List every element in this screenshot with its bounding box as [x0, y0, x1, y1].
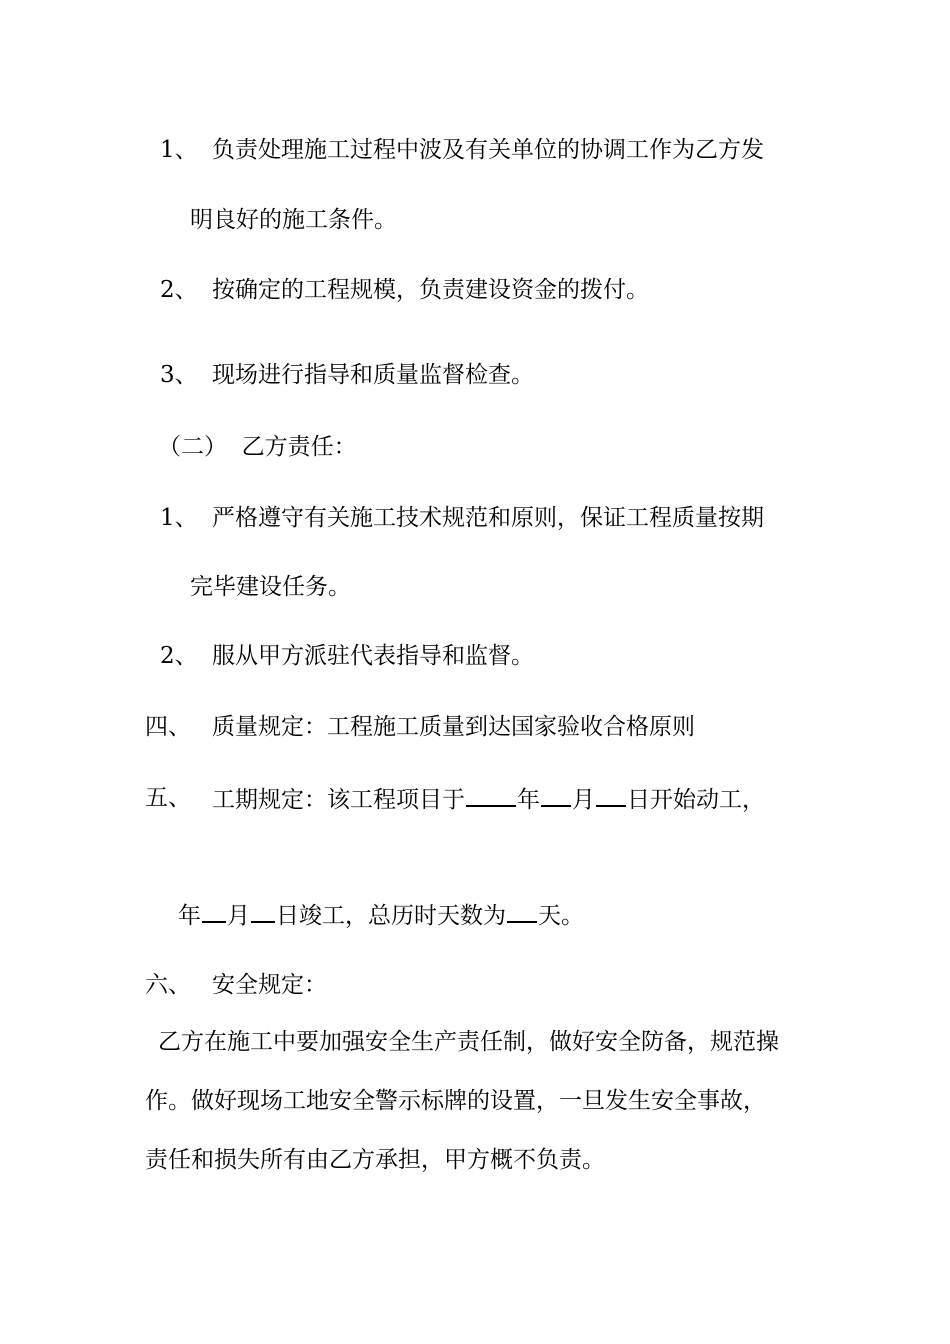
duty-number: 2、 — [160, 643, 198, 669]
safety-paragraph-line-1: 乙方在施工中要加强安全生产责任制，做好安全防备，规范操 — [158, 1029, 779, 1055]
month-label: 月 — [572, 787, 595, 813]
duty-number: 2、 — [160, 277, 198, 303]
safety-paragraph-line-3: 责任和损失所有由乙方承担，甲方概不负责。 — [145, 1147, 605, 1173]
start-year-blank[interactable] — [466, 783, 516, 807]
section-5-schedule — [145, 783, 765, 813]
duty-text: 服从甲方派驻代表指导和监督。 — [212, 643, 534, 669]
duty-number: 1、 — [160, 137, 198, 163]
year-label: 年 — [517, 787, 540, 813]
duty-text: 现场进行指导和质量监督检查。 — [212, 362, 534, 388]
section-text — [212, 783, 765, 815]
month-label: 月 — [227, 903, 250, 929]
section-number: 六、 — [145, 972, 191, 998]
duty-b-1-continuation: 完毕建设任务。 — [190, 574, 351, 600]
section-6-safety — [145, 970, 327, 1000]
duty-text: 严格遵守有关施工技术规范和原则，保证工程质量按期 — [212, 505, 764, 531]
year-label: 年 — [178, 903, 201, 929]
party-b-heading: （二） 乙方责任： — [158, 434, 357, 460]
duty-text: 负责处理施工过程中波及有关单位的协调工作为乙方发 — [212, 137, 764, 163]
duty-b-1 — [160, 503, 764, 533]
start-day-blank[interactable] — [596, 783, 626, 807]
duty-b-2 — [160, 641, 534, 671]
end-month-blank[interactable] — [202, 899, 226, 923]
safety-paragraph-line-2: 作。做好现场工地安全警示标牌的设置，一旦发生安全事故， — [145, 1088, 766, 1114]
start-day-text: 日开始动工， — [627, 787, 765, 813]
start-month-blank[interactable] — [541, 783, 571, 807]
section-number: 四、 — [145, 714, 191, 740]
duty-number: 3、 — [160, 362, 198, 388]
duty-a-2 — [160, 275, 649, 305]
duty-text: 按确定的工程规模，负责建设资金的拨付。 — [212, 277, 649, 303]
completion-text: 日竣工，总历时天数为 — [276, 903, 506, 929]
days-label: 天。 — [538, 903, 584, 929]
schedule-intro: 工期规定：该工程项目于 — [212, 787, 465, 813]
duty-a-1-continuation: 明良好的施工条件。 — [190, 207, 397, 233]
section-4-quality — [145, 712, 695, 742]
section-text: 安全规定： — [212, 972, 327, 998]
duty-a-1 — [160, 135, 764, 165]
end-day-blank[interactable] — [251, 899, 275, 923]
section-5-completion — [178, 899, 584, 931]
total-days-blank[interactable] — [507, 899, 537, 923]
section-number: 五、 — [145, 785, 191, 811]
section-text: 质量规定：工程施工质量到达国家验收合格原则 — [212, 714, 695, 740]
duty-a-3 — [160, 360, 534, 390]
duty-number: 1、 — [160, 505, 198, 531]
